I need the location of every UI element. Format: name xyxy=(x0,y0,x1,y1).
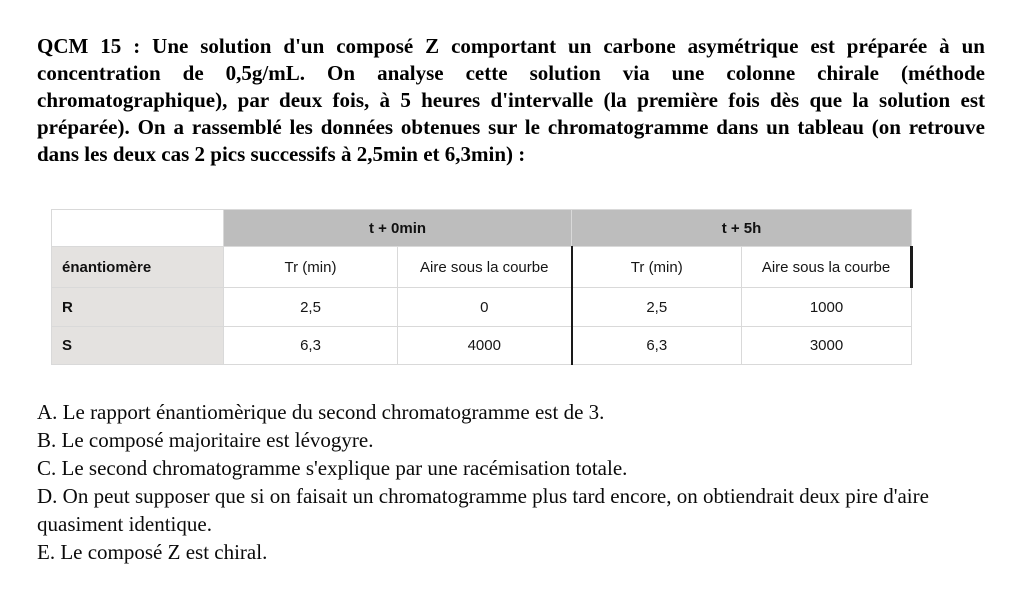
value-cell-s-aire-5h: 3000 xyxy=(742,327,912,365)
column-header-aire-5h: Aire sous la courbe xyxy=(742,247,912,288)
answer-options xyxy=(37,398,989,566)
option-e: E. Le composé Z est chiral. xyxy=(37,540,268,564)
value-cell-s-aire-0min: 4000 xyxy=(398,327,572,365)
question-text: QCM 15 : Une solution d'un composé Z comportant un carbone asymétrique est préparée à un concentration de 0,5g/mL. On analyse cette solution via une colonne chirale (méthode chromatographique), par deux fois, à 5 heures d'intervalle (la première fois dès que la solution est préparée). On a rassemblé les données obtenues sur le chromatogramme dans un tableau (on retrouve dans les deux cas 2 pics successifs à 2,5min et 6,3min) : xyxy=(37,34,985,166)
column-header-tr-5h: Tr (min) xyxy=(572,247,742,288)
value-cell-r-aire-0min: 0 xyxy=(398,288,572,327)
row-header-label: énantiomère xyxy=(52,247,224,288)
row-label-s: S xyxy=(52,327,224,365)
value-cell-s-tr-0min: 6,3 xyxy=(224,327,398,365)
table-row-r xyxy=(52,288,912,327)
value-cell-r-aire-5h: 1000 xyxy=(742,288,912,327)
chromatogram-table xyxy=(51,209,913,365)
value-cell-s-tr-5h: 6,3 xyxy=(572,327,742,365)
group-header-t5h: t + 5h xyxy=(572,210,912,247)
table-banner-row xyxy=(52,210,912,247)
option-c: C. Le second chromatogramme s'explique par une racémisation totale. xyxy=(37,456,628,480)
column-header-aire-0min: Aire sous la courbe xyxy=(398,247,572,288)
table-column-header-row xyxy=(52,247,912,288)
value-cell-r-tr-5h: 2,5 xyxy=(572,288,742,327)
option-b: B. Le composé majoritaire est lévogyre. xyxy=(37,428,374,452)
row-label-r: R xyxy=(52,288,224,327)
column-header-tr-0min: Tr (min) xyxy=(224,247,398,288)
table-corner-cell xyxy=(52,210,224,247)
value-cell-r-tr-0min: 2,5 xyxy=(224,288,398,327)
option-a: A. Le rapport énantiomèrique du second chromatogramme est de 3. xyxy=(37,400,605,424)
group-header-t0min: t + 0min xyxy=(224,210,572,247)
option-d: D. On peut supposer que si on faisait un chromatogramme plus tard encore, on obtiendrait deux pire d'aire quasiment identique. xyxy=(37,484,929,536)
table-row-s xyxy=(52,327,912,365)
